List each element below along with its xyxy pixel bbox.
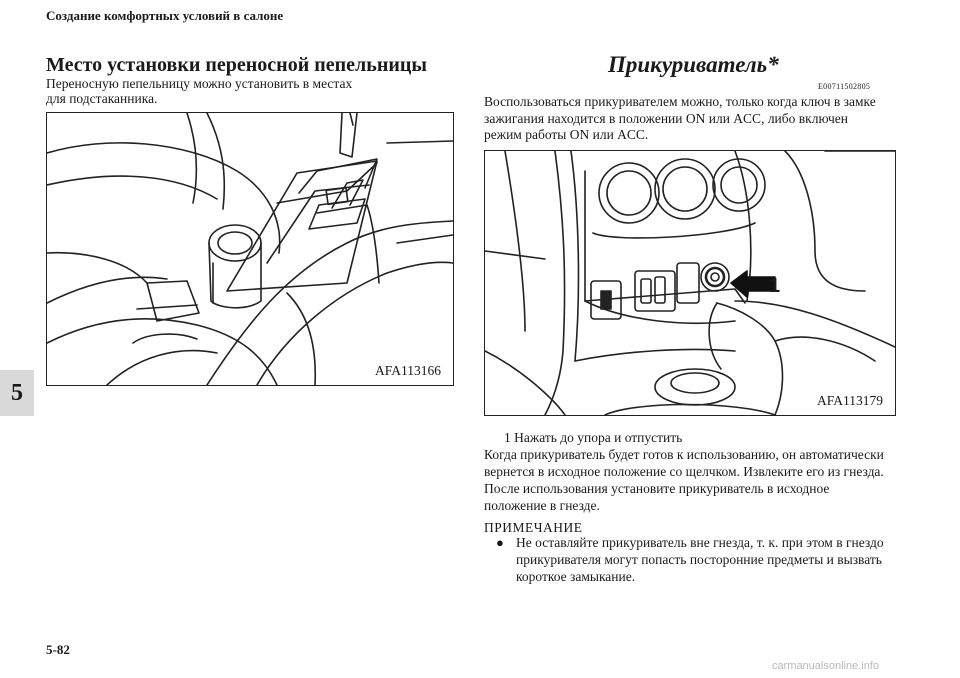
lighter-body-line: После использования установите прикуриватель в исходное bbox=[484, 481, 830, 496]
lighter-body-line: Когда прикуриватель будет готов к использованию, он автоматически bbox=[484, 447, 884, 462]
lighter-figure-code: AFA113179 bbox=[816, 393, 883, 408]
lighter-illustration bbox=[485, 151, 895, 415]
section-code: E00711502805 bbox=[818, 82, 871, 91]
lighter-body bbox=[484, 446, 904, 514]
note-title: ПРИМЕЧАНИЕ bbox=[484, 520, 583, 535]
lighter-intro bbox=[484, 94, 904, 144]
lighter-figure bbox=[484, 150, 896, 416]
ashtray-heading: Место установки переносной пепельницы bbox=[46, 54, 428, 76]
lighter-body-line: положение в гнезде. bbox=[484, 498, 600, 513]
note-text bbox=[516, 534, 901, 585]
watermark: carmanualsonline.info bbox=[772, 660, 880, 672]
note-line: прикуривателя могут попасть посторонние предметы и вызвать bbox=[516, 552, 882, 567]
lighter-intro-line: режим работы ON или ACC. bbox=[484, 127, 649, 142]
ashtray-text-line: для подстаканника. bbox=[46, 91, 158, 106]
note-line: Не оставляйте прикуриватель вне гнезда, т. к. при этом в гнездо bbox=[516, 535, 884, 550]
figure-caption: 1 Нажать до упора и отпустить bbox=[504, 430, 683, 445]
page-number: 5-82 bbox=[46, 642, 70, 657]
bullet-icon: ● bbox=[496, 535, 504, 550]
callout-number: 1 bbox=[769, 275, 781, 297]
lighter-intro-line: Воспользоваться прикуривателем можно, только когда ключ в замке bbox=[484, 94, 876, 109]
note-line: короткое замыкание. bbox=[516, 569, 636, 584]
ashtray-figure-code: AFA113166 bbox=[374, 363, 441, 378]
ashtray-text-line: Переносную пепельницу можно установить в местах bbox=[46, 76, 353, 91]
lighter-body-line: вернется в исходное положение со щелчком. Извлеките его из гнезда. bbox=[484, 464, 884, 479]
ashtray-figure bbox=[46, 112, 454, 386]
section-header: Создание комфортных условий в салоне bbox=[46, 8, 284, 23]
cigarette-lighter-heading: Прикуриватель* bbox=[608, 52, 779, 77]
note-item bbox=[496, 534, 901, 585]
lighter-intro-line: зажигания находится в положении ON или ACC, либо включен bbox=[484, 110, 849, 126]
ashtray-illustration bbox=[47, 113, 453, 385]
ashtray-text bbox=[46, 76, 386, 106]
chapter-tab: 5 bbox=[0, 370, 34, 416]
